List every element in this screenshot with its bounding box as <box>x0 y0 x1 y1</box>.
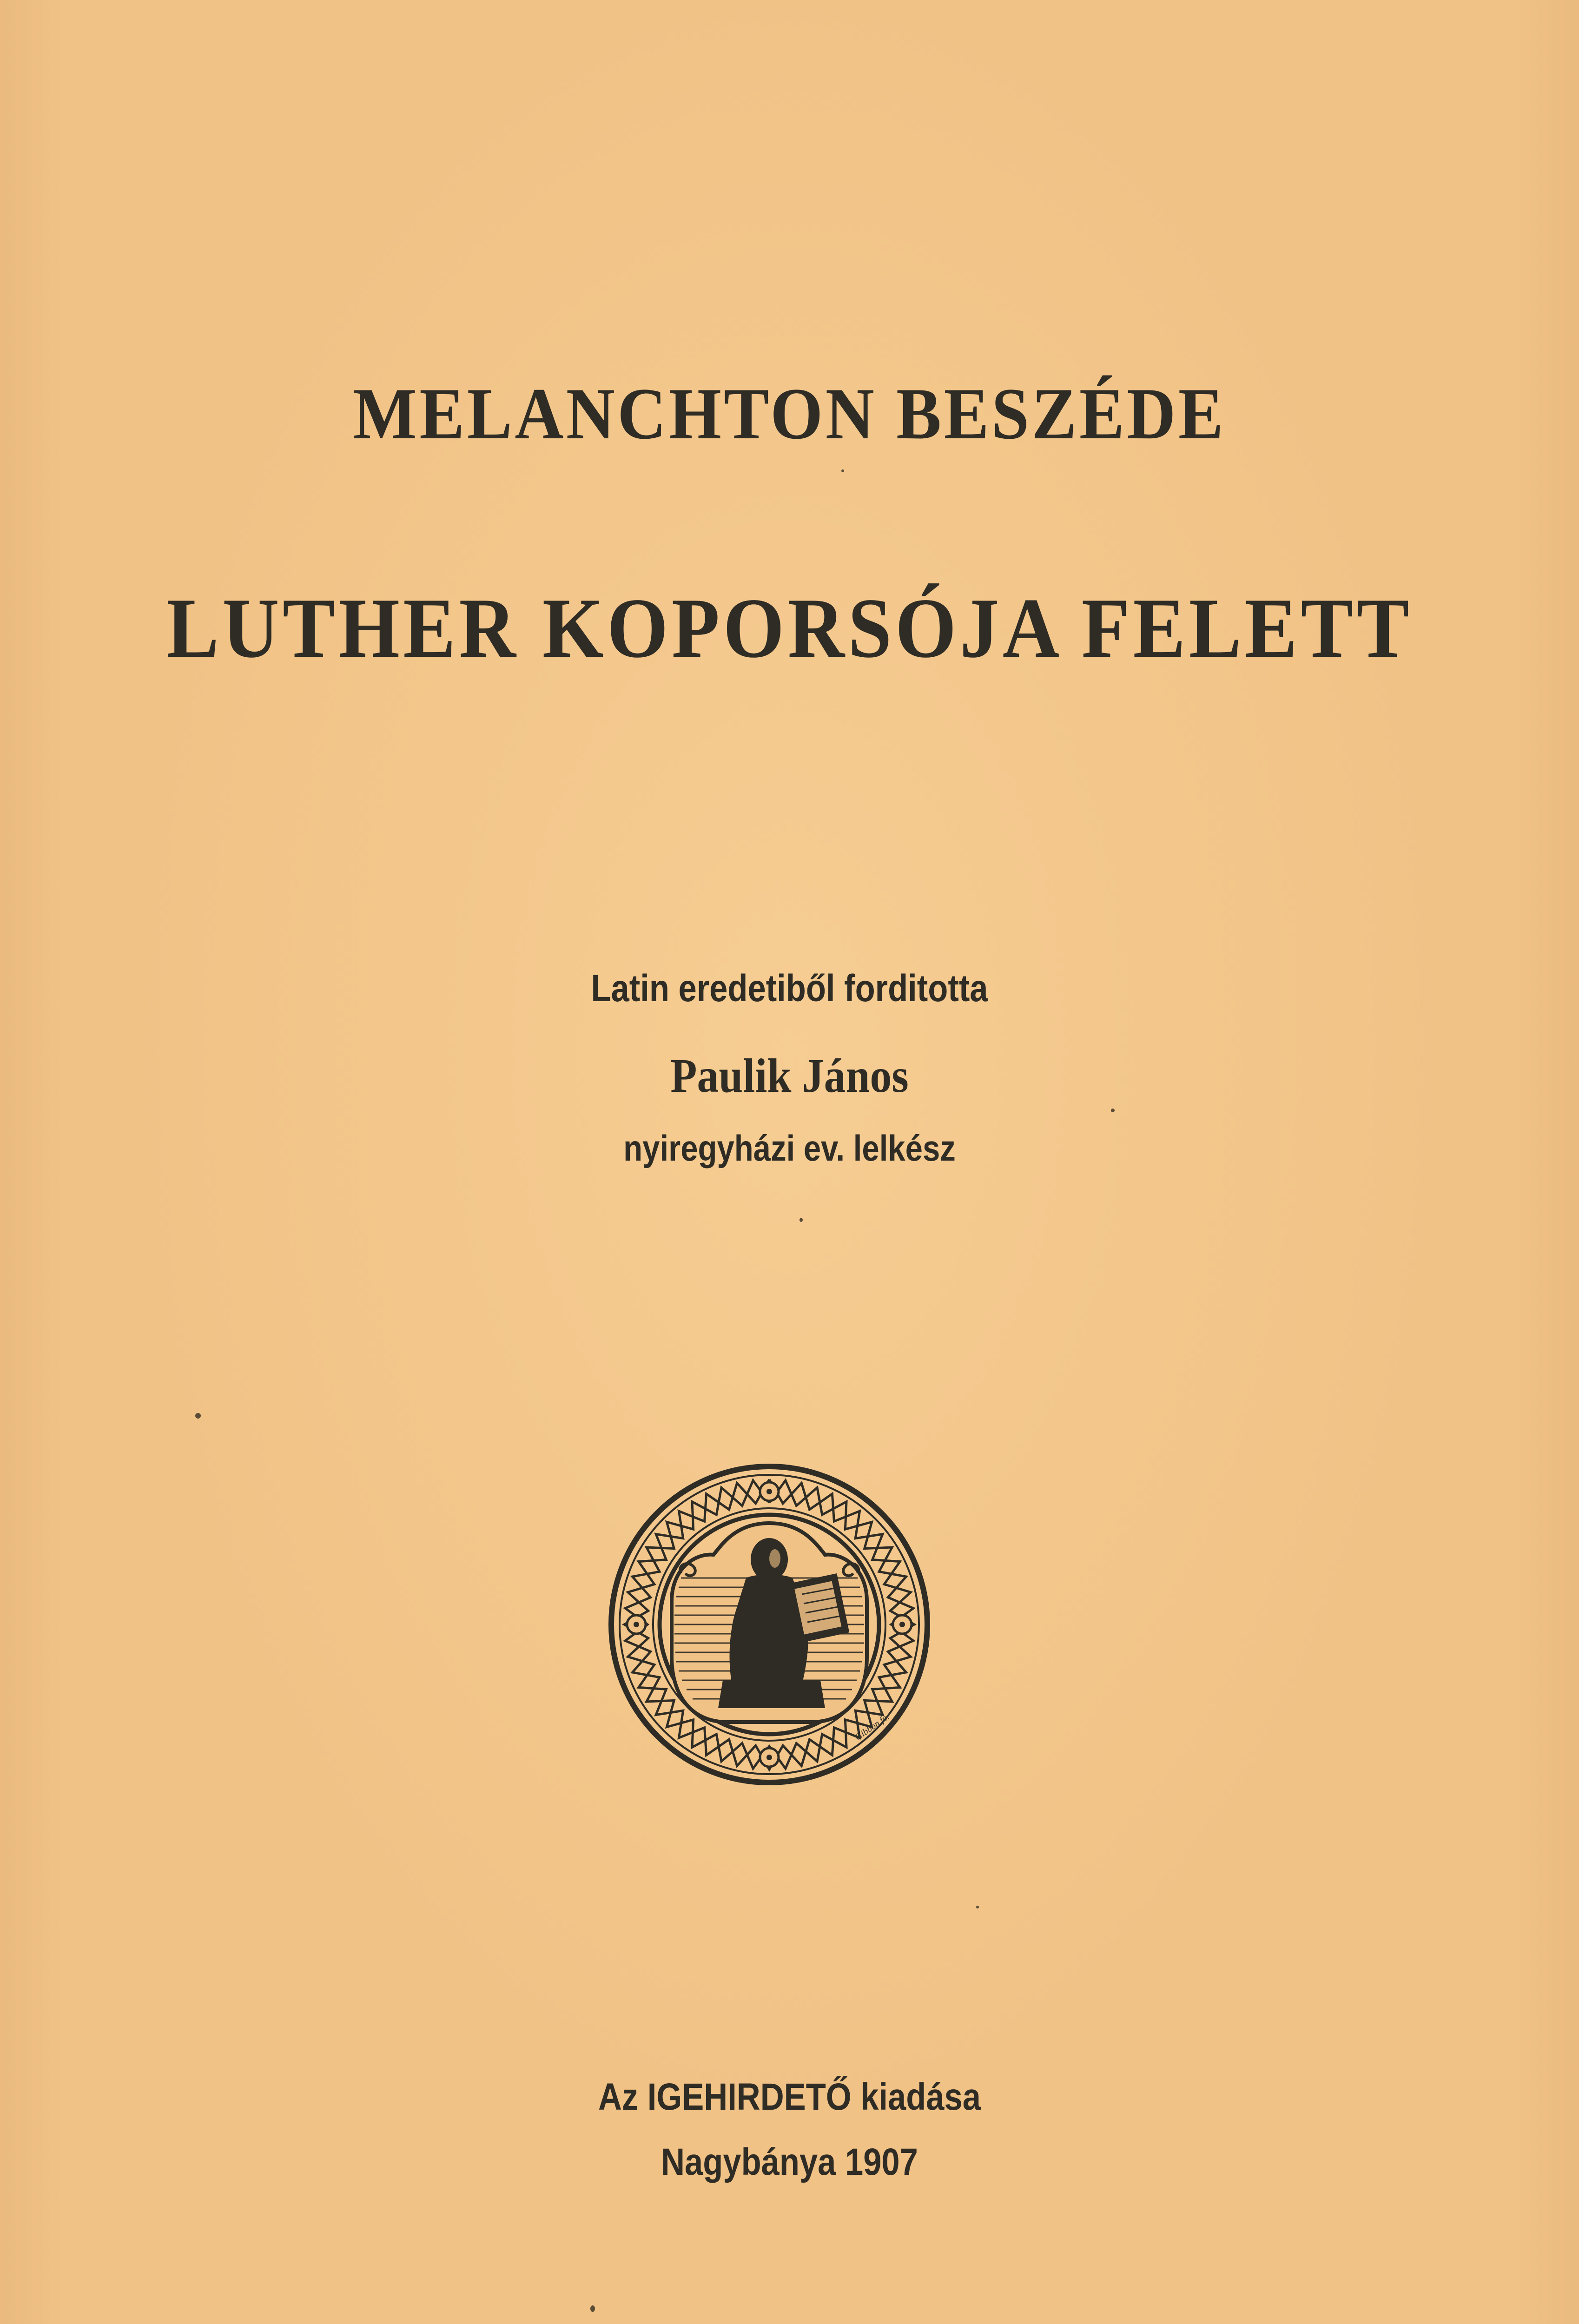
paper-speck <box>841 469 844 472</box>
translator-role: nyiregyházi ev. lelkész <box>623 1128 956 1169</box>
paper-speck <box>195 1413 201 1419</box>
publisher-line: Az IGEHIRDETŐ kiadása <box>598 2076 981 2118</box>
paper-speck <box>976 1906 979 1908</box>
paper-speck <box>1111 1109 1115 1112</box>
place-year-line: Nagybánya 1907 <box>661 2141 918 2183</box>
translated-by-label: Latin eredetiből forditotta <box>591 967 988 1010</box>
seal-signature: Gibbon fe. <box>853 1711 892 1743</box>
translator-name: Paulik János <box>670 1049 909 1103</box>
title-line-1: MELANCHTON BESZÉDE <box>353 373 1226 455</box>
paper-speck <box>590 2305 595 2312</box>
title-line-2: LUTHER KOPORSÓJA FELETT <box>166 581 1413 675</box>
paper-speck <box>799 1218 803 1222</box>
reformer-portrait-seal-icon <box>607 1462 932 1787</box>
